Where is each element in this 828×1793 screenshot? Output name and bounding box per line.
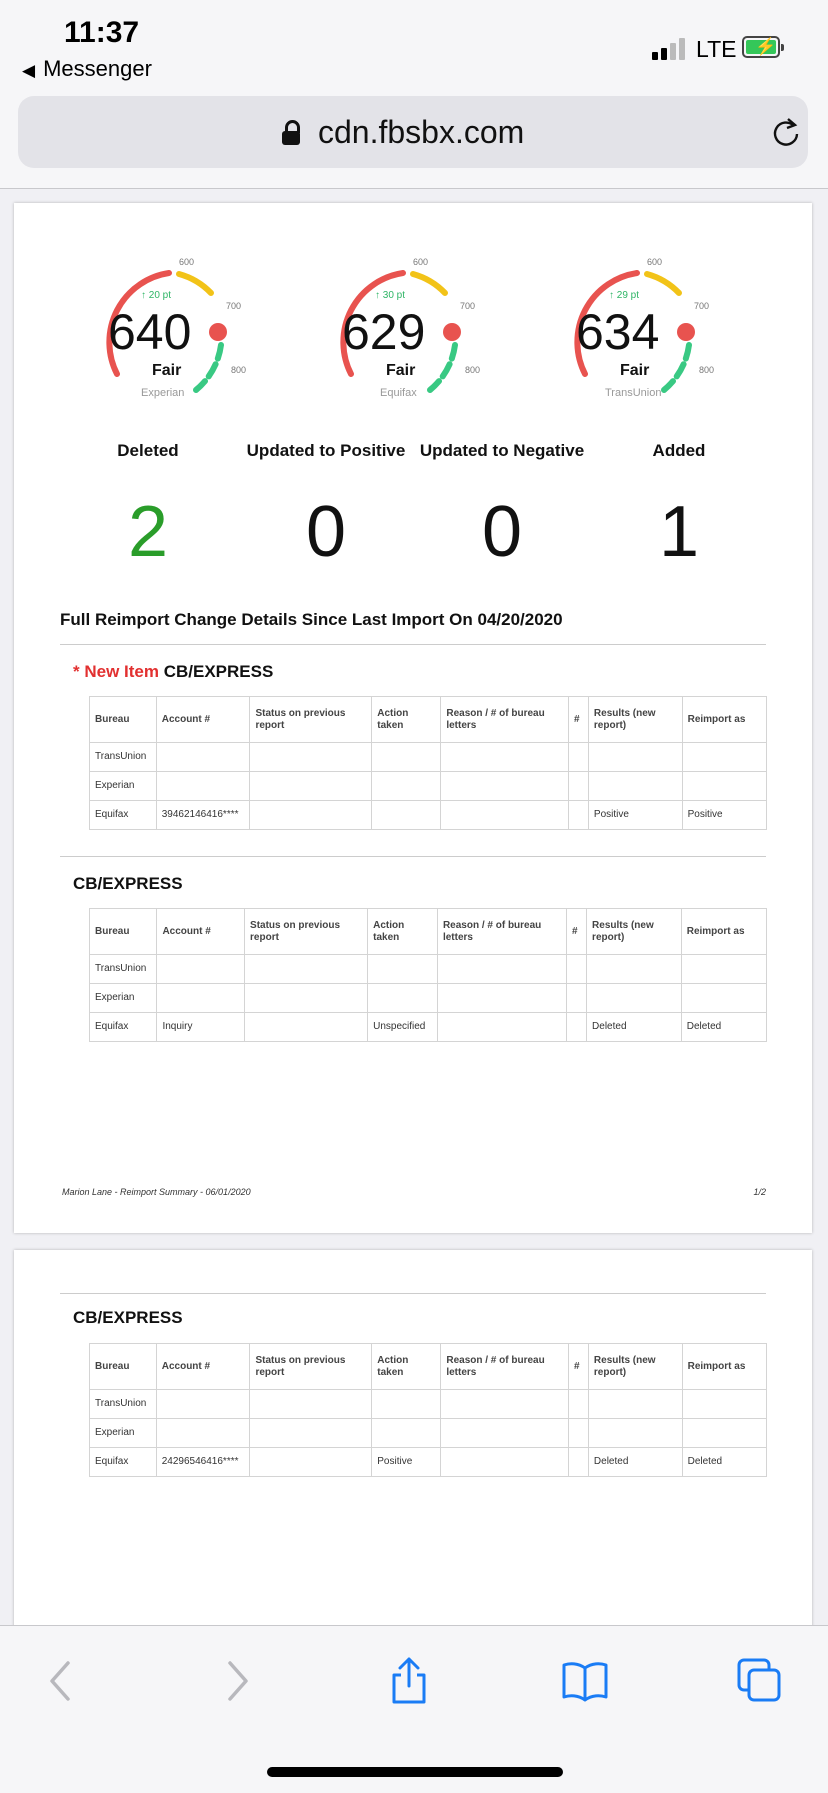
- table-cell: [588, 1419, 682, 1448]
- table-cell: [569, 772, 589, 801]
- table-header-row: [90, 1344, 767, 1390]
- gauge-tick: 600: [179, 257, 195, 267]
- table-cell: [588, 1390, 682, 1419]
- back-chevron-icon[interactable]: [38, 1656, 88, 1706]
- table-cell: [368, 955, 438, 984]
- table-cell: [566, 955, 586, 984]
- table-row: [90, 801, 767, 830]
- table-cell: [566, 984, 586, 1013]
- table-cell: [245, 984, 368, 1013]
- gauge-experian: [84, 243, 264, 413]
- back-app-label: Messenger: [43, 56, 152, 81]
- table-row: [90, 984, 767, 1013]
- bookmarks-icon[interactable]: [560, 1656, 610, 1706]
- table-cell: [368, 984, 438, 1013]
- table-row: [90, 772, 767, 801]
- table-cell: [437, 984, 566, 1013]
- table-cell: [157, 984, 245, 1013]
- summary-value: 2: [127, 492, 169, 572]
- table-cell: Experian: [90, 1419, 157, 1448]
- summary-label: Added: [652, 441, 706, 460]
- item-title: [73, 874, 183, 894]
- item-creditor: CB/EXPRESS: [163, 662, 274, 681]
- table-row: [90, 955, 767, 984]
- url-text: cdn.fbsbx.com: [318, 114, 525, 150]
- table-cell: [681, 955, 766, 984]
- document-page-1: [14, 203, 812, 1233]
- table-cell: [437, 955, 566, 984]
- table-row: [90, 1419, 767, 1448]
- table-cell: [587, 984, 682, 1013]
- table-cell: [569, 1390, 589, 1419]
- gauge-rating: Fair: [620, 362, 650, 379]
- table-cell: Unspecified: [368, 1013, 438, 1042]
- col-header: Status on previous report: [250, 697, 372, 743]
- col-header: Reason / # of bureau letters: [441, 1344, 569, 1390]
- gauge-tick: 600: [647, 257, 663, 267]
- gauge-transunion: [552, 243, 732, 413]
- divider: [60, 1293, 766, 1294]
- back-triangle-icon: ◀: [22, 61, 36, 80]
- gauge-bureau: Experian: [141, 387, 185, 399]
- battery-icon: ⚡: [742, 36, 780, 58]
- col-header: #: [566, 909, 586, 955]
- table-cell: Deleted: [681, 1013, 766, 1042]
- table-cell: [566, 1013, 586, 1042]
- table-row: [90, 743, 767, 772]
- table-cell: [682, 743, 766, 772]
- table-cell: [372, 772, 441, 801]
- back-to-app-button[interactable]: [22, 56, 152, 82]
- col-header: Reimport as: [682, 697, 766, 743]
- table-cell: [250, 743, 372, 772]
- col-header: Status on previous report: [250, 1344, 372, 1390]
- col-header: Action taken: [368, 909, 438, 955]
- table-cell: [569, 1419, 589, 1448]
- tabs-icon[interactable]: [735, 1656, 785, 1706]
- gauge-tick: 700: [694, 301, 710, 311]
- col-header: Action taken: [372, 1344, 441, 1390]
- table-cell: [588, 772, 682, 801]
- gauge-tick: 800: [231, 365, 247, 375]
- new-item-label: * New Item: [73, 662, 159, 681]
- summary-value: 0: [305, 492, 347, 572]
- table-cell: [587, 955, 682, 984]
- gauge-tick: 700: [460, 301, 476, 311]
- document-page-2: [14, 1250, 812, 1650]
- col-header: #: [569, 697, 589, 743]
- table-cell: Experian: [90, 984, 157, 1013]
- col-header: Reason / # of bureau letters: [437, 909, 566, 955]
- gauge-equifax: [318, 243, 498, 413]
- home-indicator[interactable]: [267, 1767, 563, 1777]
- table-cell: [441, 1390, 569, 1419]
- table-cell: [682, 772, 766, 801]
- table-header-row: [90, 909, 767, 955]
- table-cell: [156, 1419, 250, 1448]
- share-icon[interactable]: [384, 1656, 434, 1706]
- table-cell: [372, 1419, 441, 1448]
- summary-label: Updated to Positive: [246, 441, 406, 460]
- item-creditor: CB/EXPRESS: [73, 1308, 183, 1327]
- col-header: Bureau: [90, 697, 157, 743]
- lock-icon: [282, 120, 300, 146]
- bureau-table: [89, 1343, 767, 1477]
- gauge-bureau: Equifax: [380, 387, 417, 399]
- col-header: Results (new report): [587, 909, 682, 955]
- table-cell: [441, 1419, 569, 1448]
- col-header: Reimport as: [682, 1344, 766, 1390]
- table-cell: Deleted: [587, 1013, 682, 1042]
- table-cell: [156, 1390, 250, 1419]
- table-cell: [441, 801, 569, 830]
- summary-value: 1: [658, 492, 700, 572]
- table-cell: [372, 801, 441, 830]
- summary-label: Deleted: [117, 441, 179, 460]
- table-header-row: [90, 697, 767, 743]
- table-cell: [372, 1390, 441, 1419]
- table-row: [90, 1013, 767, 1042]
- summary-value: 0: [481, 492, 523, 572]
- summary-label: Updated to Negative: [419, 441, 585, 460]
- table-cell: [441, 772, 569, 801]
- network-type: LTE: [696, 36, 737, 62]
- table-cell: [245, 1013, 368, 1042]
- col-header: Action taken: [372, 697, 441, 743]
- item-title: [73, 1308, 183, 1328]
- gauge-tick: 800: [699, 365, 715, 375]
- forward-chevron-icon[interactable]: [210, 1656, 260, 1706]
- gauge-tick: 600: [413, 257, 429, 267]
- table-cell: [156, 772, 250, 801]
- table-cell: [250, 1448, 372, 1477]
- bureau-table: [89, 908, 767, 1042]
- browser-chrome: [0, 90, 828, 189]
- col-header: Results (new report): [588, 1344, 682, 1390]
- table-cell: [588, 743, 682, 772]
- table-cell: [682, 1419, 766, 1448]
- status-bar: [0, 0, 828, 90]
- footer-page-number: 1/2: [753, 1187, 766, 1197]
- table-cell: [681, 984, 766, 1013]
- table-cell: Deleted: [588, 1448, 682, 1477]
- table-cell: [569, 801, 589, 830]
- gauge-change: ↑ 29 pt: [609, 290, 640, 301]
- footer-report-name: Marion Lane - Reimport Summary - 06/01/2020: [62, 1187, 251, 1197]
- table-cell: [372, 743, 441, 772]
- address-bar[interactable]: [18, 96, 808, 168]
- table-cell: Equifax: [90, 1013, 157, 1042]
- item-creditor: CB/EXPRESS: [73, 874, 183, 893]
- col-header: Reason / # of bureau letters: [441, 697, 569, 743]
- table-cell: TransUnion: [90, 1390, 157, 1419]
- table-cell: [441, 743, 569, 772]
- gauge-score: 640: [108, 304, 192, 360]
- table-cell: [250, 772, 372, 801]
- col-header: Status on previous report: [245, 909, 368, 955]
- table-cell: Equifax: [90, 801, 157, 830]
- gauge-score: 629: [342, 304, 426, 360]
- table-cell: [441, 1448, 569, 1477]
- gauge-tick: 800: [465, 365, 481, 375]
- col-header: Bureau: [90, 909, 157, 955]
- table-cell: 39462146416****: [156, 801, 250, 830]
- table-cell: Equifax: [90, 1448, 157, 1477]
- gauge-rating: Fair: [152, 362, 182, 379]
- table-cell: TransUnion: [90, 955, 157, 984]
- col-header: Bureau: [90, 1344, 157, 1390]
- gauge-tick: 700: [226, 301, 242, 311]
- col-header: #: [569, 1344, 589, 1390]
- divider: [60, 856, 766, 857]
- table-cell: TransUnion: [90, 743, 157, 772]
- details-title: Full Reimport Change Details Since Last Import On 04/20/2020: [60, 610, 563, 629]
- bureau-table: [89, 696, 767, 830]
- table-cell: Positive: [588, 801, 682, 830]
- table-cell: Deleted: [682, 1448, 766, 1477]
- table-cell: 24296546416****: [156, 1448, 250, 1477]
- table-cell: Positive: [372, 1448, 441, 1477]
- col-header: Results (new report): [588, 697, 682, 743]
- gauge-rating: Fair: [386, 362, 416, 379]
- col-header: Account #: [156, 697, 250, 743]
- table-cell: [437, 1013, 566, 1042]
- table-cell: [569, 743, 589, 772]
- gauge-bureau: TransUnion: [605, 387, 662, 399]
- item-title: [73, 662, 273, 682]
- col-header: Account #: [156, 1344, 250, 1390]
- table-row: [90, 1390, 767, 1419]
- col-header: Reimport as: [681, 909, 766, 955]
- table-cell: [250, 1419, 372, 1448]
- clock: 11:37: [64, 16, 140, 49]
- score-gauges: [14, 243, 812, 413]
- table-cell: [250, 801, 372, 830]
- reload-icon[interactable]: [770, 116, 802, 148]
- col-header: Account #: [157, 909, 245, 955]
- gauge-change: ↑ 20 pt: [141, 290, 172, 301]
- signal-icon: [652, 36, 688, 60]
- table-cell: [156, 743, 250, 772]
- gauge-change: ↑ 30 pt: [375, 290, 406, 301]
- table-row: [90, 1448, 767, 1477]
- table-cell: [569, 1448, 589, 1477]
- table-cell: [250, 1390, 372, 1419]
- table-cell: [682, 1390, 766, 1419]
- divider: [60, 644, 766, 645]
- table-cell: Positive: [682, 801, 766, 830]
- table-cell: Inquiry: [157, 1013, 245, 1042]
- table-cell: Experian: [90, 772, 157, 801]
- table-cell: [245, 955, 368, 984]
- gauge-score: 634: [576, 304, 660, 360]
- table-cell: [157, 955, 245, 984]
